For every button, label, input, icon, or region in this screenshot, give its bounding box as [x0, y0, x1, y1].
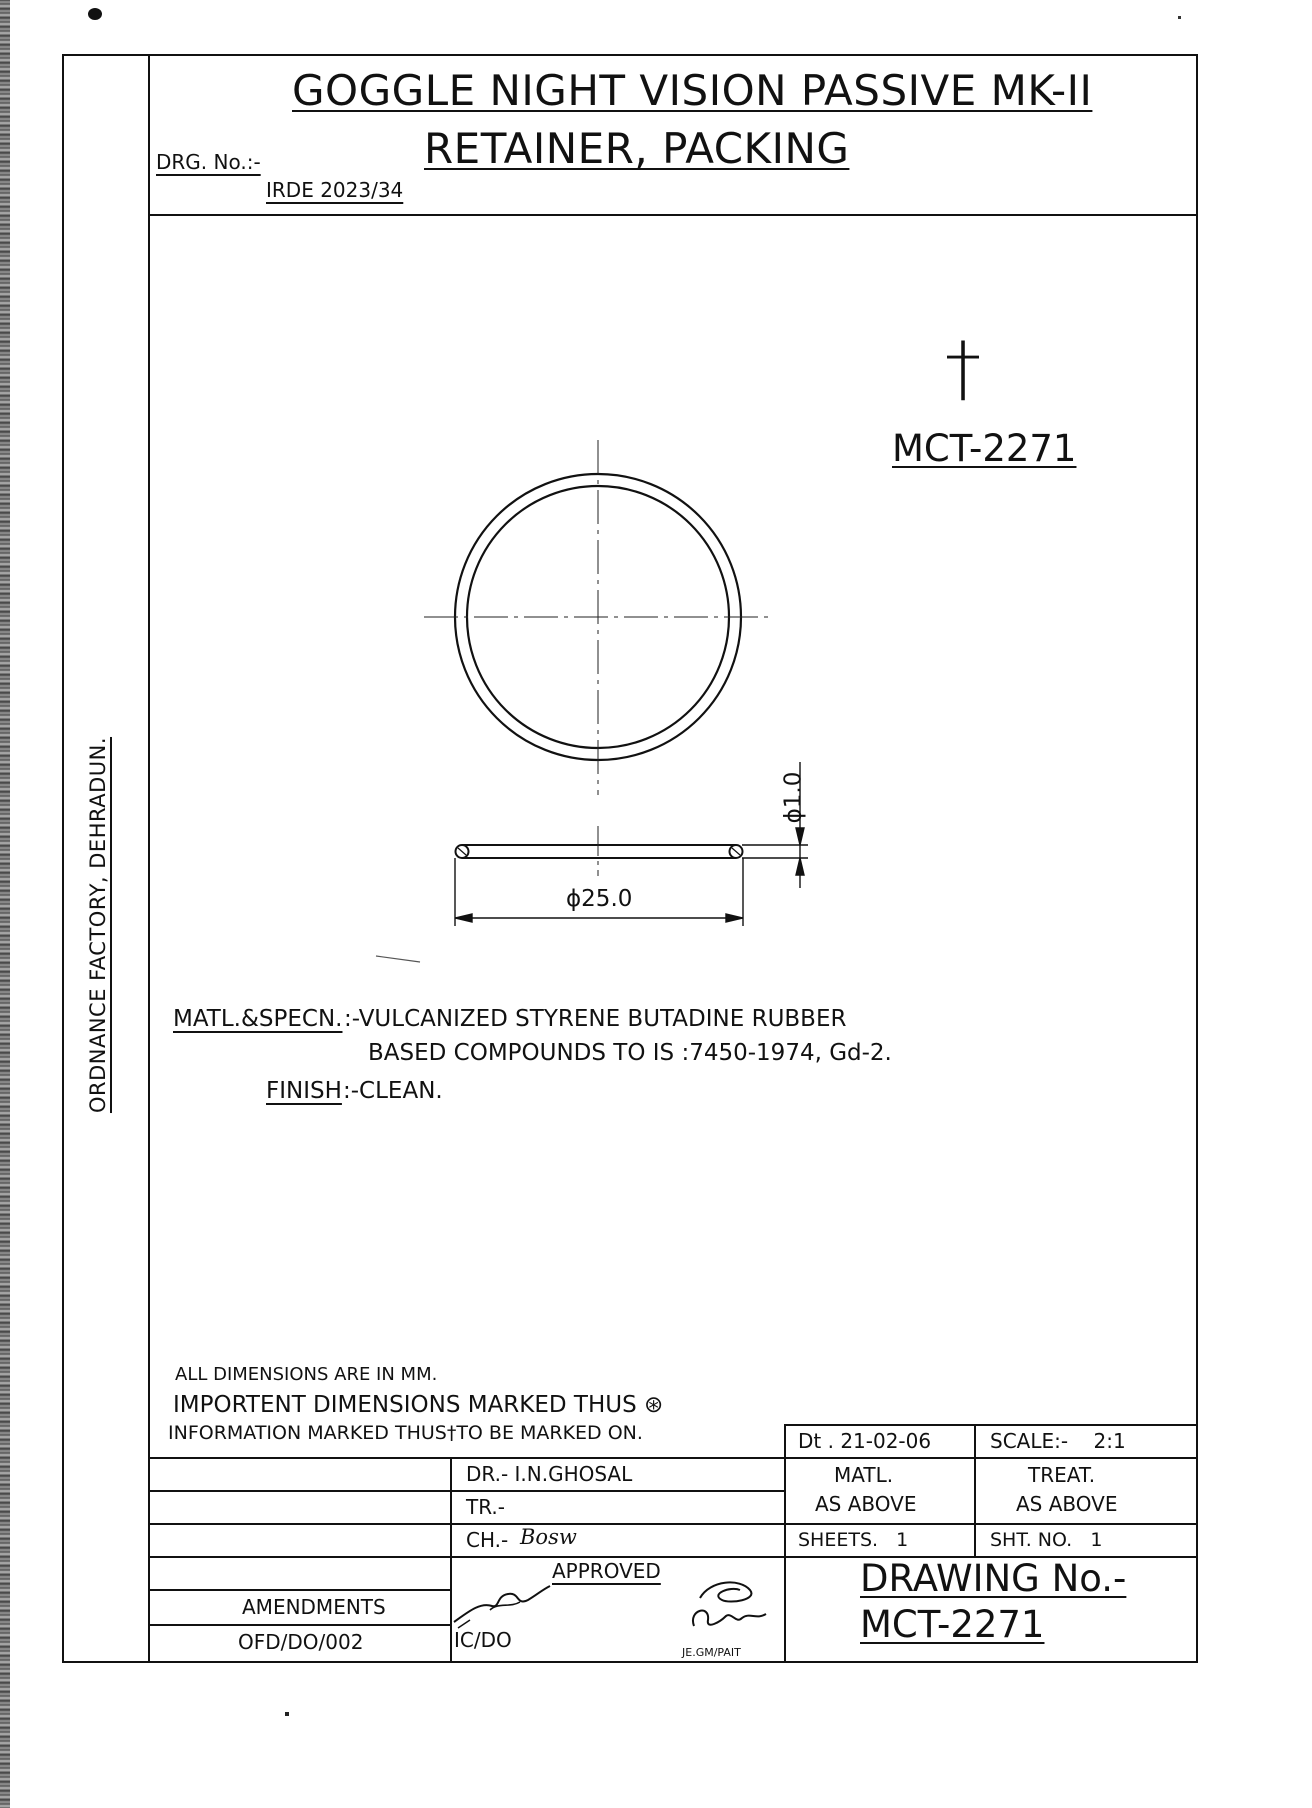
- matl-label-cell: MATL.: [834, 1463, 894, 1487]
- material-label: MATL.&SPECN.: [173, 1006, 343, 1032]
- checked-by-cell: CH.-: [466, 1528, 509, 1552]
- stray-mark: [376, 956, 420, 962]
- ic-do-label: IC/DO: [454, 1628, 512, 1652]
- table-line: [148, 1490, 784, 1492]
- approved-label: APPROVED: [552, 1559, 661, 1583]
- table-line: [450, 1457, 452, 1663]
- scale-cell: SCALE:- 2:1: [990, 1429, 1126, 1453]
- sheets-cell: SHEETS. 1: [798, 1529, 909, 1551]
- drawing-number-label: DRAWING No.-: [860, 1557, 1127, 1600]
- drawn-by-cell: DR.- I.N.GHOSAL: [466, 1462, 633, 1486]
- material-line-1: :-VULCANIZED STYRENE BUTADINE RUBBER: [344, 1006, 847, 1032]
- checked-signature: Bosw: [520, 1525, 577, 1549]
- title-line-2: RETAINER, PACKING: [424, 124, 850, 173]
- approver-signature: [450, 1572, 560, 1632]
- drawing-number-value: MCT-2271: [860, 1603, 1045, 1646]
- table-line: [784, 1424, 786, 1663]
- note-important-dimensions: IMPORTENT DIMENSIONS MARKED THUS ⊛: [173, 1392, 664, 1418]
- traced-by-cell: TR.-: [466, 1495, 505, 1519]
- je-gm-signature: [680, 1574, 780, 1644]
- drg-no-value: IRDE 2023/34: [266, 178, 404, 202]
- diameter-dimension-label: ϕ25.0: [566, 886, 633, 912]
- note-dimensions-unit: ALL DIMENSIONS ARE IN MM.: [175, 1364, 438, 1385]
- thickness-dimension-label: ϕ1.0: [780, 771, 807, 824]
- table-line: [148, 1457, 1198, 1459]
- matl-value-cell: AS ABOVE: [815, 1492, 917, 1516]
- table-line: [784, 1424, 1198, 1426]
- table-line: [148, 1523, 1198, 1525]
- marker-code: MCT-2271: [892, 427, 1077, 470]
- material-line-2: BASED COMPOUNDS TO IS :7450-1974, Gd-2.: [368, 1040, 892, 1066]
- table-line: [974, 1424, 976, 1556]
- note-information-marked: INFORMATION MARKED THUS†TO BE MARKED ON.: [168, 1422, 643, 1444]
- sheet-number-cell: SHT. NO. 1: [990, 1529, 1103, 1551]
- amendment-reference: OFD/DO/002: [238, 1630, 364, 1654]
- table-line: [148, 1624, 450, 1626]
- finish-value: :-CLEAN.: [343, 1078, 443, 1104]
- je-gm-label: JE.GM/PAIT: [682, 1646, 741, 1659]
- ring-side-view: [456, 845, 743, 858]
- drg-no-label: DRG. No.:-: [156, 150, 261, 174]
- amendments-label: AMENDMENTS: [242, 1595, 386, 1619]
- factory-side-label: ORDNANCE FACTORY, DEHRADUN.: [86, 736, 110, 1114]
- finish-label: FINISH: [266, 1078, 342, 1104]
- treat-label-cell: TREAT.: [1028, 1463, 1096, 1487]
- ring-center-lines: [424, 440, 770, 795]
- date-cell: Dt . 21-02-06: [798, 1429, 932, 1453]
- table-line: [148, 1589, 450, 1591]
- treat-value-cell: AS ABOVE: [1016, 1492, 1118, 1516]
- mark-dagger-symbol: †: [945, 326, 981, 410]
- title-line-1: GOGGLE NIGHT VISION PASSIVE MK-II: [292, 66, 1093, 115]
